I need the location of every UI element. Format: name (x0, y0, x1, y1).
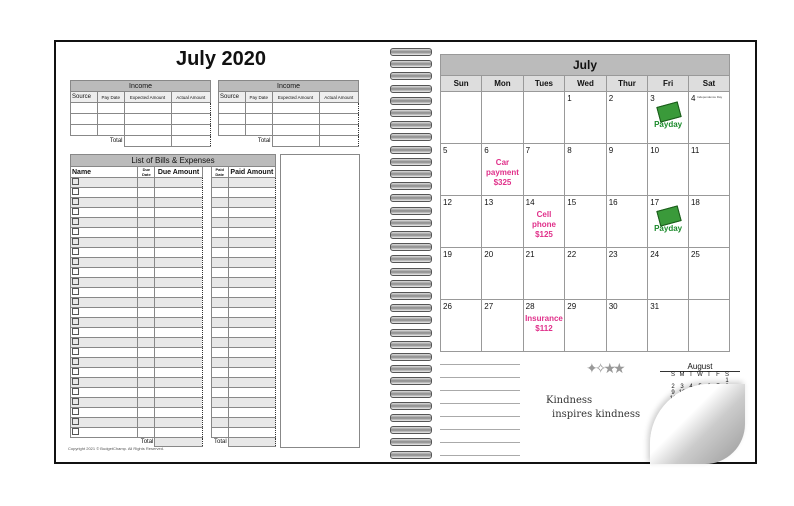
mini-day: 9 (671, 390, 675, 396)
left-page (56, 42, 386, 462)
calendar-day[interactable] (648, 144, 689, 196)
mini-day-label: T (689, 372, 693, 378)
quote (546, 394, 640, 422)
col-expected: Expected Amount (124, 92, 171, 103)
day-number: 2 (608, 94, 614, 103)
checkbox[interactable] (72, 348, 79, 355)
spiral-ring (390, 353, 432, 361)
mini-day-label: W (697, 372, 703, 378)
bill-row (71, 348, 276, 358)
calendar-day[interactable] (606, 300, 648, 352)
checkbox[interactable] (72, 308, 79, 315)
spiral-ring (390, 243, 432, 251)
calendar-week (441, 300, 730, 352)
spiral-ring (390, 304, 432, 312)
day-of-week: Thur (606, 76, 648, 92)
bill-row (71, 358, 276, 368)
day-number: 14 (525, 198, 535, 207)
checkbox[interactable] (72, 268, 79, 275)
calendar-day[interactable] (523, 248, 565, 300)
note-lines (440, 352, 520, 456)
checkbox[interactable] (72, 258, 79, 265)
calendar-day[interactable] (482, 196, 523, 248)
bill-row (71, 398, 276, 408)
copyright: Copyright 2021 © BudgetChamp. All Rights Reserved. (68, 446, 165, 451)
paid-total-label: Total (211, 438, 228, 447)
spiral-ring (390, 255, 432, 263)
bill-row (71, 238, 276, 248)
calendar-day[interactable] (688, 196, 729, 248)
mini-day-label: F (716, 372, 720, 378)
col-paid-date: Paid Date (211, 167, 228, 178)
spiral-ring (390, 219, 432, 227)
stars-icon: ✦✧★★ (586, 360, 623, 376)
spiral-ring (390, 268, 432, 276)
notes-box (280, 154, 360, 448)
calendar-event: Insurance $112 (525, 314, 563, 333)
spiral-ring (390, 170, 432, 178)
calendar-day[interactable] (648, 248, 689, 300)
spiral-ring (390, 402, 432, 410)
day-number: 5 (443, 146, 448, 155)
bill-row (71, 428, 276, 438)
calendar-day[interactable] (688, 144, 729, 196)
day-number: 26 (443, 302, 452, 311)
calendar-day[interactable] (523, 300, 565, 352)
holiday-label: Independence Day (696, 95, 723, 99)
day-number: 15 (567, 198, 577, 207)
bills-total-label: Total (138, 438, 155, 447)
calendar-week (441, 248, 730, 300)
bill-row (71, 388, 276, 398)
day-number: 13 (484, 198, 494, 207)
checkbox[interactable] (72, 278, 79, 285)
checkbox[interactable] (72, 368, 79, 375)
day-of-week: Fri (648, 76, 689, 92)
planner-spread (54, 40, 757, 464)
bill-row (71, 298, 276, 308)
mini-calendar-month: August (687, 362, 713, 371)
day-number: 18 (690, 198, 700, 207)
day-number: 4 (690, 94, 696, 103)
bill-row (71, 328, 276, 338)
calendar-day[interactable] (606, 248, 648, 300)
day-of-week: Wed (565, 76, 606, 92)
checkbox[interactable] (72, 428, 79, 435)
calendar-day[interactable] (523, 144, 565, 196)
bills-heading: List of Bills & Expenses (71, 155, 276, 167)
payday-label: Payday (654, 224, 683, 233)
spiral-ring (390, 390, 432, 398)
checkbox[interactable] (72, 228, 79, 235)
day-number: 31 (650, 302, 660, 311)
bill-row (71, 178, 276, 188)
calendar-day[interactable] (523, 92, 565, 144)
day-number: 16 (608, 198, 618, 207)
day-of-week: Tues (523, 76, 565, 92)
income-total-label: Total (257, 138, 271, 145)
spiral-ring (390, 85, 432, 93)
page-title: July 2020 (175, 48, 267, 70)
col-due-date: Due Date (138, 167, 155, 178)
income-table-2 (218, 80, 359, 147)
calendar-day[interactable] (482, 300, 523, 352)
checkbox[interactable] (72, 398, 79, 405)
bill-row (71, 318, 276, 328)
checkbox[interactable] (72, 408, 79, 415)
calendar-month: July (441, 55, 730, 76)
bill-row (71, 258, 276, 268)
mini-day-label: T (707, 372, 711, 378)
income-total-label: Total (109, 138, 123, 145)
col-expected: Expected Amount (272, 92, 319, 103)
col-pay-date: Pay Date (98, 92, 124, 103)
bill-row (71, 248, 276, 258)
calendar-day[interactable] (688, 92, 729, 144)
mini-day: 3 (680, 384, 684, 390)
spiral-ring (390, 341, 432, 349)
col-pay-date: Pay Date (246, 92, 272, 103)
spiral-ring (390, 292, 432, 300)
day-number: 27 (484, 302, 494, 311)
bill-row (71, 288, 276, 298)
income-heading: Income (219, 81, 359, 92)
bill-row (71, 278, 276, 288)
spiral-ring (390, 72, 432, 80)
calendar-day[interactable] (441, 300, 482, 352)
bill-row (71, 308, 276, 318)
spiral-ring (390, 48, 432, 56)
spiral-ring (390, 121, 432, 129)
checkbox[interactable] (72, 388, 79, 395)
day-number: 7 (525, 146, 531, 155)
calendar-day[interactable] (606, 144, 648, 196)
day-number: 28 (525, 302, 535, 311)
checkbox[interactable] (72, 238, 79, 245)
checkbox[interactable] (72, 328, 79, 335)
calendar-day[interactable] (441, 92, 482, 144)
bill-row (71, 338, 276, 348)
calendar-day[interactable] (688, 300, 729, 352)
spiral-ring (390, 158, 432, 166)
calendar-day[interactable] (648, 196, 689, 248)
calendar-week (441, 92, 730, 144)
calendar-day[interactable] (482, 92, 523, 144)
bill-row (71, 408, 276, 418)
spiral-ring (390, 438, 432, 446)
calendar-week (441, 196, 730, 248)
mini-day-label: M (679, 372, 685, 378)
day-of-week: Mon (482, 76, 523, 92)
spiral-ring (390, 316, 432, 324)
col-source: Source (71, 92, 98, 103)
spiral-ring (390, 365, 432, 373)
checkbox[interactable] (72, 248, 79, 255)
calendar-day[interactable] (688, 248, 729, 300)
spiral-ring (390, 182, 432, 190)
col-source: Source (219, 92, 246, 103)
spiral-ring (390, 414, 432, 422)
day-of-week: Sat (688, 76, 729, 92)
spiral-ring (390, 97, 432, 105)
checkbox[interactable] (72, 188, 79, 195)
mini-day-label: S (670, 372, 675, 378)
spiral-ring (390, 231, 432, 239)
day-number: 29 (567, 302, 577, 311)
checkbox[interactable] (72, 288, 79, 295)
day-number: 22 (567, 250, 577, 259)
checkbox[interactable] (72, 378, 79, 385)
quote-line-2: inspires kindness (552, 409, 641, 420)
day-number: 3 (650, 94, 655, 103)
day-number: 9 (608, 146, 614, 155)
col-name: Name (71, 167, 138, 178)
spiral-ring (390, 133, 432, 141)
day-number: 19 (443, 250, 452, 259)
day-number: 23 (608, 250, 618, 259)
income-table-1 (70, 80, 211, 147)
bill-row (71, 188, 276, 198)
day-number: 12 (443, 198, 452, 207)
checkbox[interactable] (72, 418, 79, 425)
checkbox[interactable] (72, 338, 79, 345)
payday-label: Payday (654, 120, 683, 129)
bill-row (71, 268, 276, 278)
day-number: 30 (608, 302, 618, 311)
calendar-day[interactable] (565, 92, 606, 144)
calendar-event: Cell phone $125 (531, 210, 556, 239)
mini-day-label: S (724, 372, 729, 378)
spiral-ring (390, 194, 432, 202)
calendar-day[interactable] (565, 144, 606, 196)
col-actual: Actual Amount (171, 92, 210, 103)
spiral-ring (390, 329, 432, 337)
spiral-binding (386, 44, 436, 464)
income-heading: Income (71, 81, 211, 92)
day-of-week: Sun (441, 76, 482, 92)
day-number: 1 (567, 94, 572, 103)
day-number: 10 (650, 146, 660, 155)
day-number: 11 (690, 146, 700, 155)
calendar-day[interactable] (606, 196, 648, 248)
day-number: 24 (650, 250, 660, 259)
col-actual: Actual Amount (319, 92, 358, 103)
day-number: 25 (690, 250, 700, 259)
calendar-day[interactable] (648, 300, 689, 352)
calendar-week (441, 144, 730, 196)
mini-day: 1 (725, 378, 729, 384)
col-due-amount: Due Amount (155, 167, 202, 178)
calendar-day[interactable] (482, 144, 523, 196)
day-number: 17 (650, 198, 660, 207)
checkbox[interactable] (72, 208, 79, 215)
calendar-day[interactable] (565, 248, 606, 300)
spiral-ring (390, 109, 432, 117)
day-number: 20 (484, 250, 494, 259)
bill-row (71, 198, 276, 208)
bill-row (71, 378, 276, 388)
calendar-event: Car payment $325 (486, 158, 519, 187)
checkbox[interactable] (72, 198, 79, 205)
day-number: 21 (525, 250, 535, 259)
bill-row (71, 218, 276, 228)
calendar-day[interactable] (441, 196, 482, 248)
bill-row (71, 228, 276, 238)
calendar-day[interactable] (565, 196, 606, 248)
spiral-ring (390, 426, 432, 434)
calendar-day[interactable] (565, 300, 606, 352)
calendar-day[interactable] (523, 196, 565, 248)
checkbox[interactable] (72, 178, 79, 185)
day-number: 8 (567, 146, 572, 155)
checkbox[interactable] (72, 358, 79, 365)
checkbox[interactable] (72, 298, 79, 305)
spiral-ring (390, 146, 432, 154)
checkbox[interactable] (72, 218, 79, 225)
quote-line-1: Kindness (546, 395, 593, 406)
col-paid-amount: Paid Amount (228, 167, 275, 178)
mini-day: 2 (671, 384, 675, 390)
bill-row (71, 368, 276, 378)
spiral-ring (390, 451, 432, 459)
spiral-ring (390, 60, 432, 68)
bill-row (71, 208, 276, 218)
calendar-day[interactable] (606, 92, 648, 144)
calendar-day[interactable] (482, 248, 523, 300)
calendar (440, 54, 730, 352)
calendar-day[interactable] (441, 248, 482, 300)
spiral-ring (390, 280, 432, 288)
calendar-day[interactable] (441, 144, 482, 196)
day-number: 6 (484, 146, 489, 155)
spiral-ring (390, 377, 432, 385)
bill-row (71, 418, 276, 428)
bills-table (70, 154, 276, 447)
calendar-day[interactable] (648, 92, 689, 144)
spiral-ring (390, 207, 432, 215)
checkbox[interactable] (72, 318, 79, 325)
